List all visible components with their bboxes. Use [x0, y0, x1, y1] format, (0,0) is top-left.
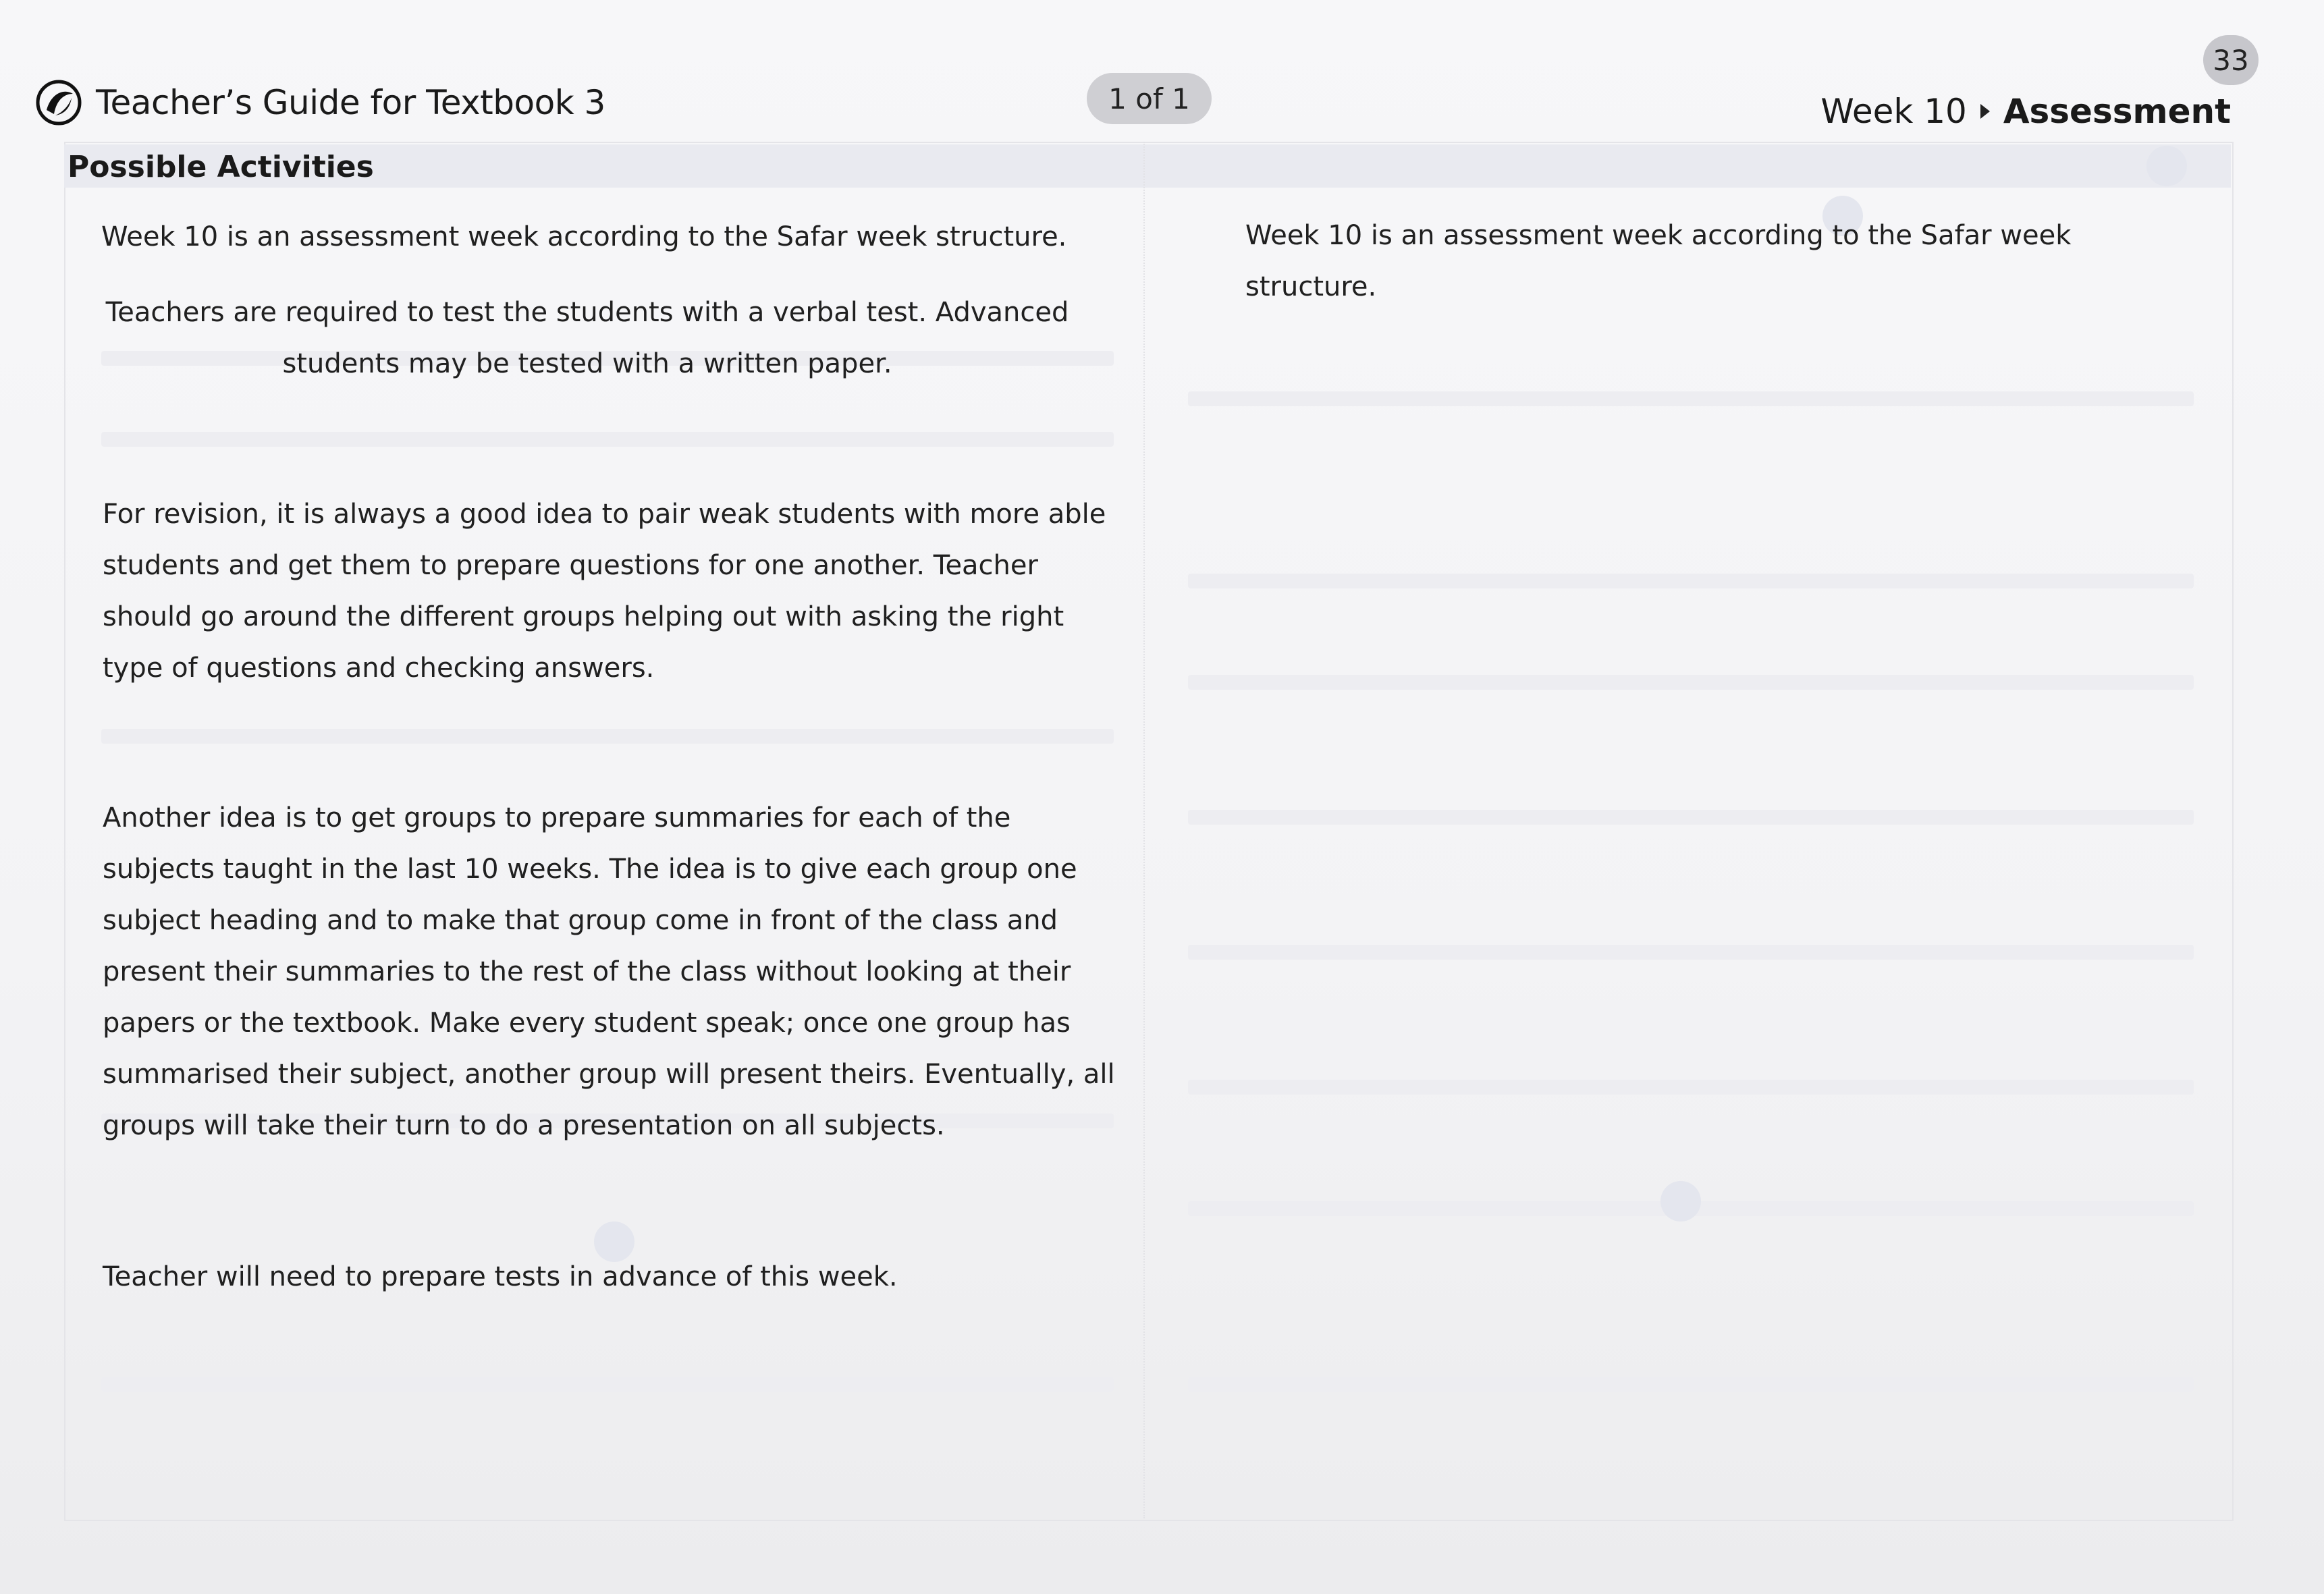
- bleed-through-line: [1188, 574, 2194, 588]
- page-number-badge: 33: [2203, 35, 2259, 85]
- book-title: Teacher’s Guide for Textbook 3: [96, 83, 605, 122]
- paragraph: Teachers are required to test the students with a verbal test. Advanced students may be tested with a written paper.: [105, 297, 1069, 379]
- paragraph: Teacher will need to prepare tests in advance of this week.: [103, 1261, 898, 1292]
- column-divider: [1143, 142, 1145, 1518]
- triangle-right-icon: [1980, 104, 1990, 119]
- bleed-through-line: [1188, 391, 2194, 406]
- page-counter-badge[interactable]: 1 of 1: [1087, 73, 1212, 124]
- bleed-through-line: [101, 432, 1114, 447]
- bleed-through-line: [1188, 945, 2194, 960]
- section-heading: Possible Activities: [67, 150, 374, 184]
- bleed-through-line: [101, 729, 1114, 744]
- breadcrumb: [1820, 88, 2231, 135]
- paragraph: Week 10 is an assessment week according to the Safar week structure.: [1245, 220, 2072, 302]
- paragraph: Week 10 is an assessment week according to the Safar week structure.: [101, 221, 1067, 252]
- bleed-through-line: [101, 1377, 1114, 1392]
- paragraph: For revision, it is always a good idea to pair weak students with more able students and get them to prepare questions for one another. Teacher should go around the different groups helping out with asking the right type of questions and checking answers.: [103, 499, 1106, 684]
- book-header: [35, 76, 605, 130]
- header-band: [64, 144, 2231, 188]
- paragraph: Another idea is to get groups to prepare summaries for each of the subjects taught in the last 10 weeks. The idea is to give each group one subject heading and to make that group come in front of the class and present their summaries to the rest of the class without looking at their papers or the textbook. Make every student speak; once one group has summarised their subject, another group will present theirs. Eventually, all groups will take their turn to do a presentation on all subjects.: [103, 802, 1115, 1141]
- bleed-through-dot: [1660, 1181, 1701, 1221]
- circular-swoosh-logo-icon: [35, 79, 82, 126]
- bleed-through-line: [1188, 1080, 2194, 1095]
- breadcrumb-week: Week 10: [1820, 92, 1967, 131]
- bleed-through-line: [1188, 1377, 2194, 1392]
- bleed-through-dot: [2146, 146, 2187, 186]
- bleed-through-line: [1188, 675, 2194, 690]
- breadcrumb-section: Assessment: [2003, 92, 2231, 131]
- bleed-through-line: [1188, 810, 2194, 825]
